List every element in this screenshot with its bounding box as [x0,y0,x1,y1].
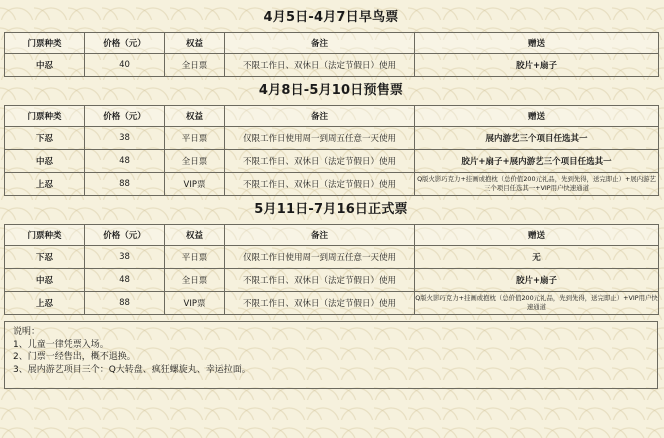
cell-gift: Q版火影巧克力+挂画或抱枕（总价值200元礼品，先到先得，送完即止）+展内游艺三个项目任选其一+VIP用户快速通道 [415,173,659,196]
table-row [5,246,659,269]
table-row [5,127,659,150]
header-remark: 备注 [225,33,415,54]
table-header-row [5,33,659,54]
header-gift: 赠送 [415,33,659,54]
cell-price: 38 [85,246,165,269]
header-rights: 权益 [165,33,225,54]
cell-gift: 胶片+扇子 [415,54,659,77]
cell-rights: 平日票 [165,127,225,150]
cell-remark: 仅限工作日使用周一到周五任意一天使用 [225,246,415,269]
cell-rights: 全日票 [165,150,225,173]
notes-line: 3、展内游艺项目三个：Q大转盘、疯狂螺旋丸、幸运拉面。 [13,364,251,375]
header-type: 门票种类 [5,33,85,54]
ticket-table-early-bird [4,32,659,77]
cell-price: 48 [85,150,165,173]
table-row [5,269,659,292]
cell-rights: 全日票 [165,269,225,292]
cell-type: 下忍 [5,127,85,150]
cell-price: 38 [85,127,165,150]
cell-remark: 仅限工作日使用周一到周五任意一天使用 [225,127,415,150]
header-gift: 赠送 [415,225,659,246]
cell-remark: 不限工作日、双休日（法定节假日）使用 [225,173,415,196]
header-type: 门票种类 [5,106,85,127]
header-type: 门票种类 [5,225,85,246]
section-title-regular: 5月11日-7月16日正式票 [254,202,408,217]
header-rights: 权益 [165,225,225,246]
section-title-presale: 4月8日-5月10日预售票 [258,83,404,98]
header-rights: 权益 [165,106,225,127]
cell-gift: 胶片+扇子 [415,269,659,292]
cell-type: 中忍 [5,269,85,292]
table-header-row [5,106,659,127]
table-header-row [5,225,659,246]
cell-rights: 全日票 [165,54,225,77]
cell-price: 48 [85,269,165,292]
cell-gift: 展内游艺三个项目任选其一 [415,127,659,150]
cell-rights: 平日票 [165,246,225,269]
notes-heading: 说明： [13,327,41,337]
notes-line: 1、儿童一律凭票入场。 [13,339,109,350]
header-gift: 赠送 [415,106,659,127]
cell-remark: 不限工作日、双休日（法定节假日）使用 [225,269,415,292]
ticket-table-regular [4,224,659,315]
cell-type: 中忍 [5,150,85,173]
table-row [5,150,659,173]
header-price: 价格（元） [85,106,165,127]
table-row [5,54,659,77]
cell-gift: Q版火影巧克力+挂画或抱枕（总价值200元礼品，先到先得，送完即止）+VIP用户快速通道 [415,292,659,315]
cell-type: 上忍 [5,292,85,315]
notes-box [4,321,658,389]
header-remark: 备注 [225,106,415,127]
cell-remark: 不限工作日、双休日（法定节假日）使用 [225,150,415,173]
table-row [5,173,659,196]
cell-remark: 不限工作日、双休日（法定节假日）使用 [225,292,415,315]
notes-line: 2、门票一经售出，概不退换。 [13,352,136,362]
cell-price: 40 [85,54,165,77]
cell-gift: 无 [415,246,659,269]
cell-type: 中忍 [5,54,85,77]
cell-type: 下忍 [5,246,85,269]
ticket-table-presale [4,105,659,196]
cell-price: 88 [85,292,165,315]
section-title-early-bird: 4月5日-4月7日早鸟票 [263,10,399,25]
table-row [5,292,659,315]
header-price: 价格（元） [85,225,165,246]
cell-rights: VIP票 [165,292,225,315]
header-price: 价格（元） [85,33,165,54]
cell-type: 上忍 [5,173,85,196]
ticket-price-sheet [4,4,658,434]
cell-rights: VIP票 [165,173,225,196]
cell-price: 88 [85,173,165,196]
cell-gift: 胶片+扇子+展内游艺三个项目任选其一 [415,150,659,173]
header-remark: 备注 [225,225,415,246]
cell-remark: 不限工作日、双休日（法定节假日）使用 [225,54,415,77]
